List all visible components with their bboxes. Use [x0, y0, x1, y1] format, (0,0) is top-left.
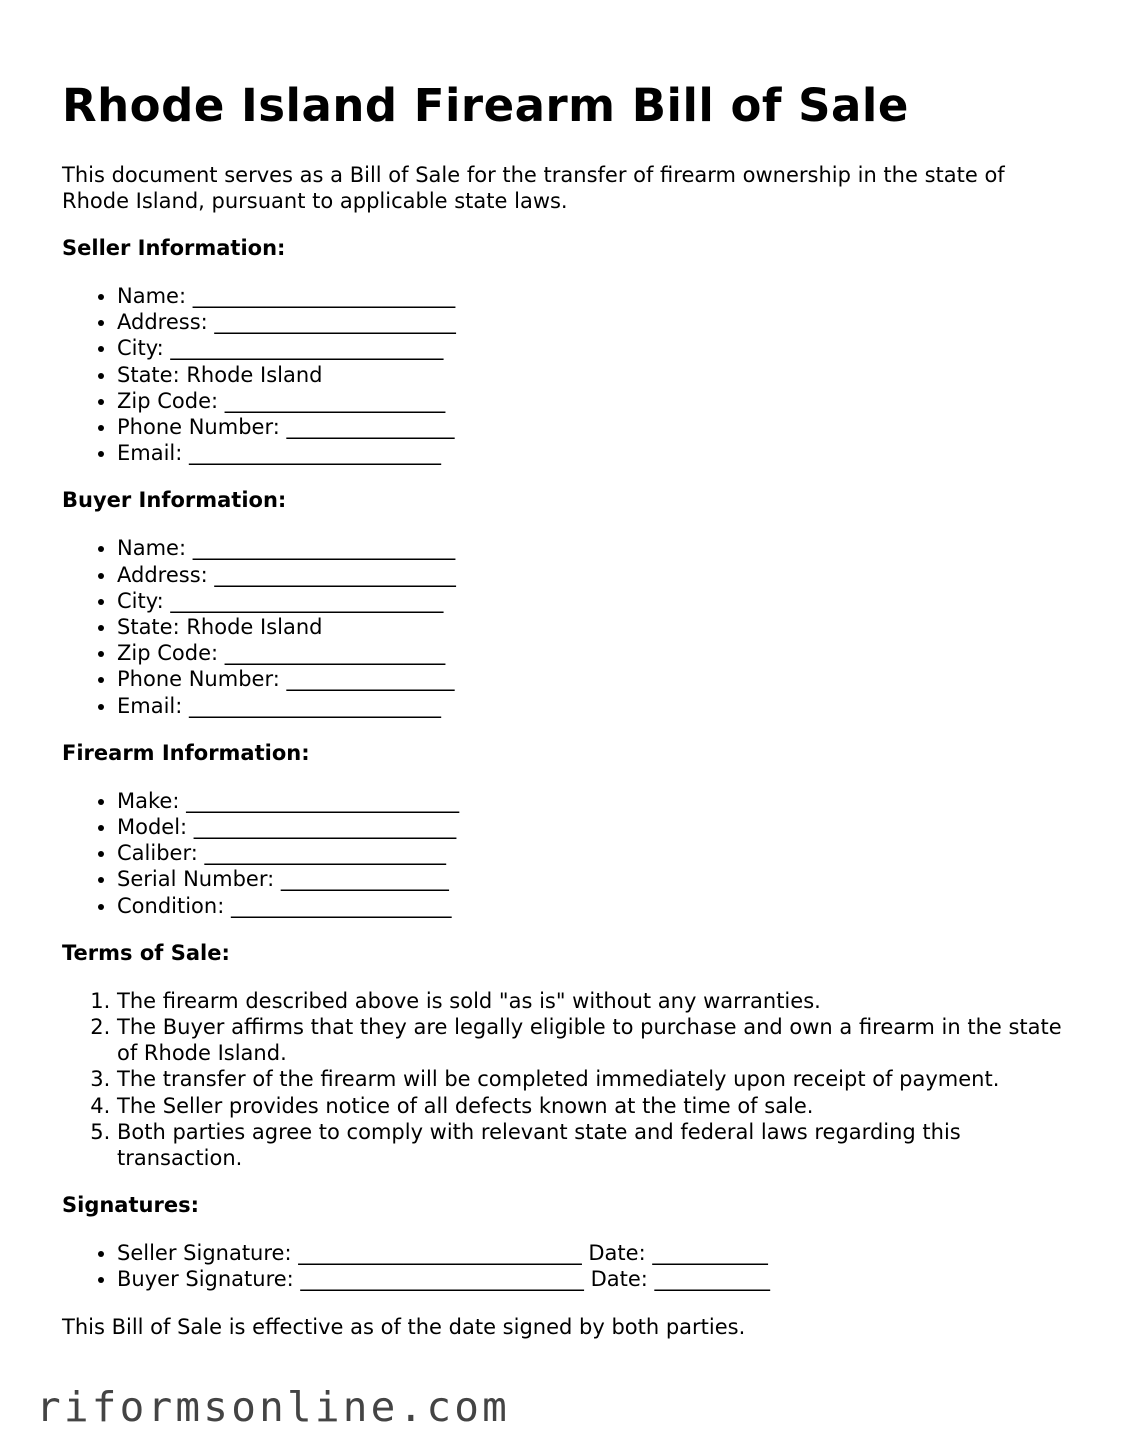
terms-item: 1. The firearm described above is sold "as is" without any warranties. [117, 988, 1062, 1014]
seller-city-field: • City: __________________________ [117, 335, 1062, 361]
buyer-section-heading: Buyer Information: [62, 488, 287, 513]
firearm-info-list [62, 788, 1062, 919]
buyer-city-field: • City: __________________________ [117, 588, 1062, 614]
buyer-phone-field: • Phone Number: ________________ [117, 666, 1062, 692]
seller-email-field: • Email: ________________________ [117, 440, 1062, 466]
firearm-serial-field: • Serial Number: ________________ [117, 866, 1062, 892]
seller-phone-field: • Phone Number: ________________ [117, 414, 1062, 440]
firearm-caliber-field: • Caliber: _______________________ [117, 840, 1062, 866]
signatures-list [62, 1240, 1062, 1292]
buyer-name-field: • Name: _________________________ [117, 535, 1062, 561]
seller-state-field: • State: Rhode Island [117, 362, 1062, 388]
seller-info-list [62, 283, 1062, 466]
site-watermark: riformsonline.com [36, 1383, 511, 1431]
page-title: Rhode Island Firearm Bill of Sale [62, 79, 909, 132]
terms-item: 5. Both parties agree to comply with relevant state and federal laws regarding this transaction. [117, 1119, 1062, 1171]
signatures-section-heading: Signatures: [62, 1193, 199, 1218]
seller-signature-line: • Seller Signature: ___________________________ Date: ___________ [117, 1240, 1062, 1266]
firearm-make-field: • Make: __________________________ [117, 788, 1062, 814]
firearm-section-heading: Firearm Information: [62, 740, 310, 765]
buyer-info-list [62, 535, 1062, 718]
terms-section-heading: Terms of Sale: [62, 940, 230, 965]
buyer-email-field: • Email: ________________________ [117, 693, 1062, 719]
buyer-state-field: • State: Rhode Island [117, 614, 1062, 640]
seller-zip-field: • Zip Code: _____________________ [117, 388, 1062, 414]
firearm-condition-field: • Condition: _____________________ [117, 893, 1062, 919]
terms-list [62, 988, 1062, 1171]
terms-item: 3. The transfer of the firearm will be completed immediately upon receipt of payment. [117, 1066, 1062, 1092]
buyer-zip-field: • Zip Code: _____________________ [117, 640, 1062, 666]
closing-statement: This Bill of Sale is effective as of the date signed by both parties. [62, 1314, 746, 1339]
firearm-model-field: • Model: _________________________ [117, 814, 1062, 840]
buyer-address-field: • Address: _______________________ [117, 562, 1062, 588]
intro-paragraph: This document serves as a Bill of Sale for the transfer of firearm ownership in the state of Rhode Island, pursuant to applicable state laws. [62, 163, 1005, 213]
seller-section-heading: Seller Information: [62, 236, 286, 260]
buyer-signature-line: • Buyer Signature: ___________________________ Date: ___________ [117, 1266, 1062, 1292]
seller-name-field: • Name: _________________________ [117, 283, 1062, 309]
terms-item: 4. The Seller provides notice of all defects known at the time of sale. [117, 1093, 1062, 1119]
terms-item: 2. The Buyer affirms that they are legally eligible to purchase and own a firearm in the state of Rhode Island. [117, 1014, 1062, 1066]
document-page [62, 76, 1062, 1340]
seller-address-field: • Address: _______________________ [117, 309, 1062, 335]
